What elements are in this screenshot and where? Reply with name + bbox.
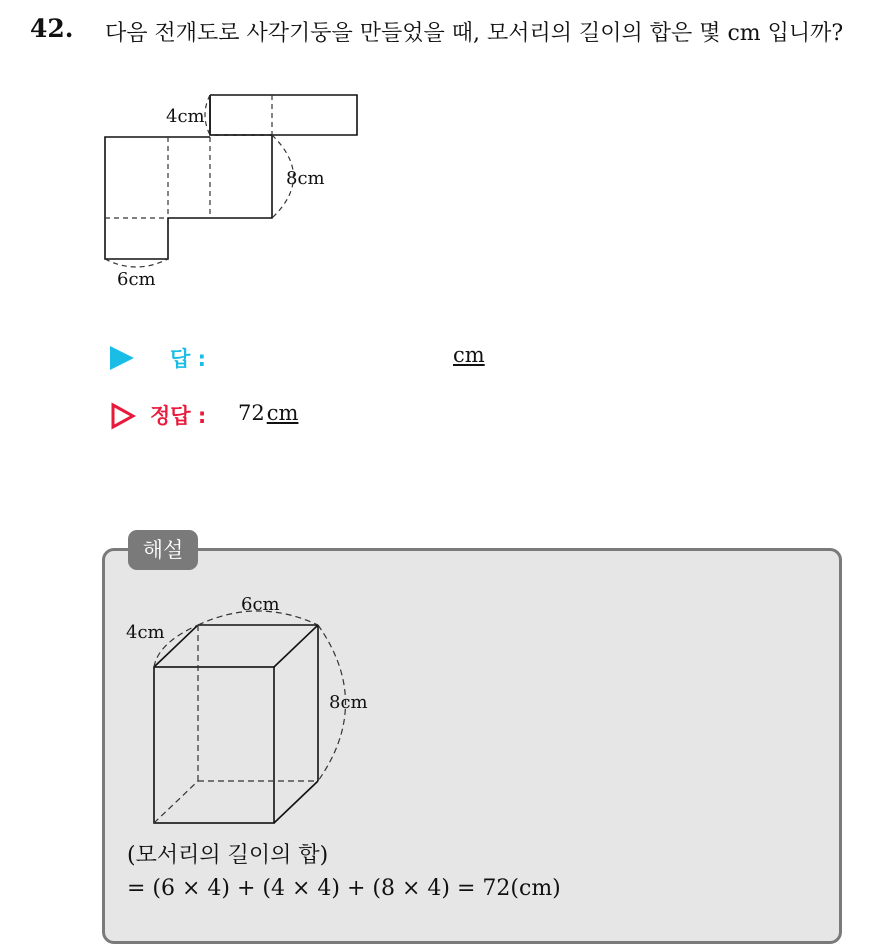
solution-tab: 해설: [128, 530, 198, 570]
solution-line-1: (모서리의 길이의 합): [127, 843, 329, 868]
net-label-4cm: 4cm: [166, 106, 205, 127]
answer-row: [110, 343, 510, 375]
cube-label-4cm: 4cm: [126, 622, 165, 643]
answer-unit: cm: [453, 343, 485, 367]
net-diagram: [100, 85, 380, 300]
net-outline-top: [210, 95, 357, 135]
net-outline-body: [105, 135, 272, 259]
correct-unit: cm: [266, 401, 299, 425]
cube-label-6cm: 6cm: [241, 594, 280, 615]
question-text: 다음 전개도로 사각기둥을 만들었을 때, 모서리의 길이의 합은 몇 cm 입니까?: [105, 21, 844, 46]
answer-label: 답 :: [170, 347, 206, 371]
correct-answer-row: [110, 400, 510, 434]
cube-diagram: [118, 585, 388, 830]
play-triangle-icon: [110, 346, 134, 370]
outline-triangle-icon: [110, 402, 136, 430]
net-label-8cm: 8cm: [286, 168, 325, 189]
net-label-6cm: 6cm: [117, 269, 156, 290]
correct-number: 72: [238, 401, 265, 425]
correct-value: [238, 401, 298, 425]
correct-label: 정답 :: [150, 404, 207, 428]
solution-line-2: = (6 × 4) + (4 × 4) + (8 × 4) = 72(cm): [127, 876, 561, 901]
cube-label-8cm: 8cm: [329, 692, 368, 713]
question-number: 42.: [30, 14, 74, 43]
